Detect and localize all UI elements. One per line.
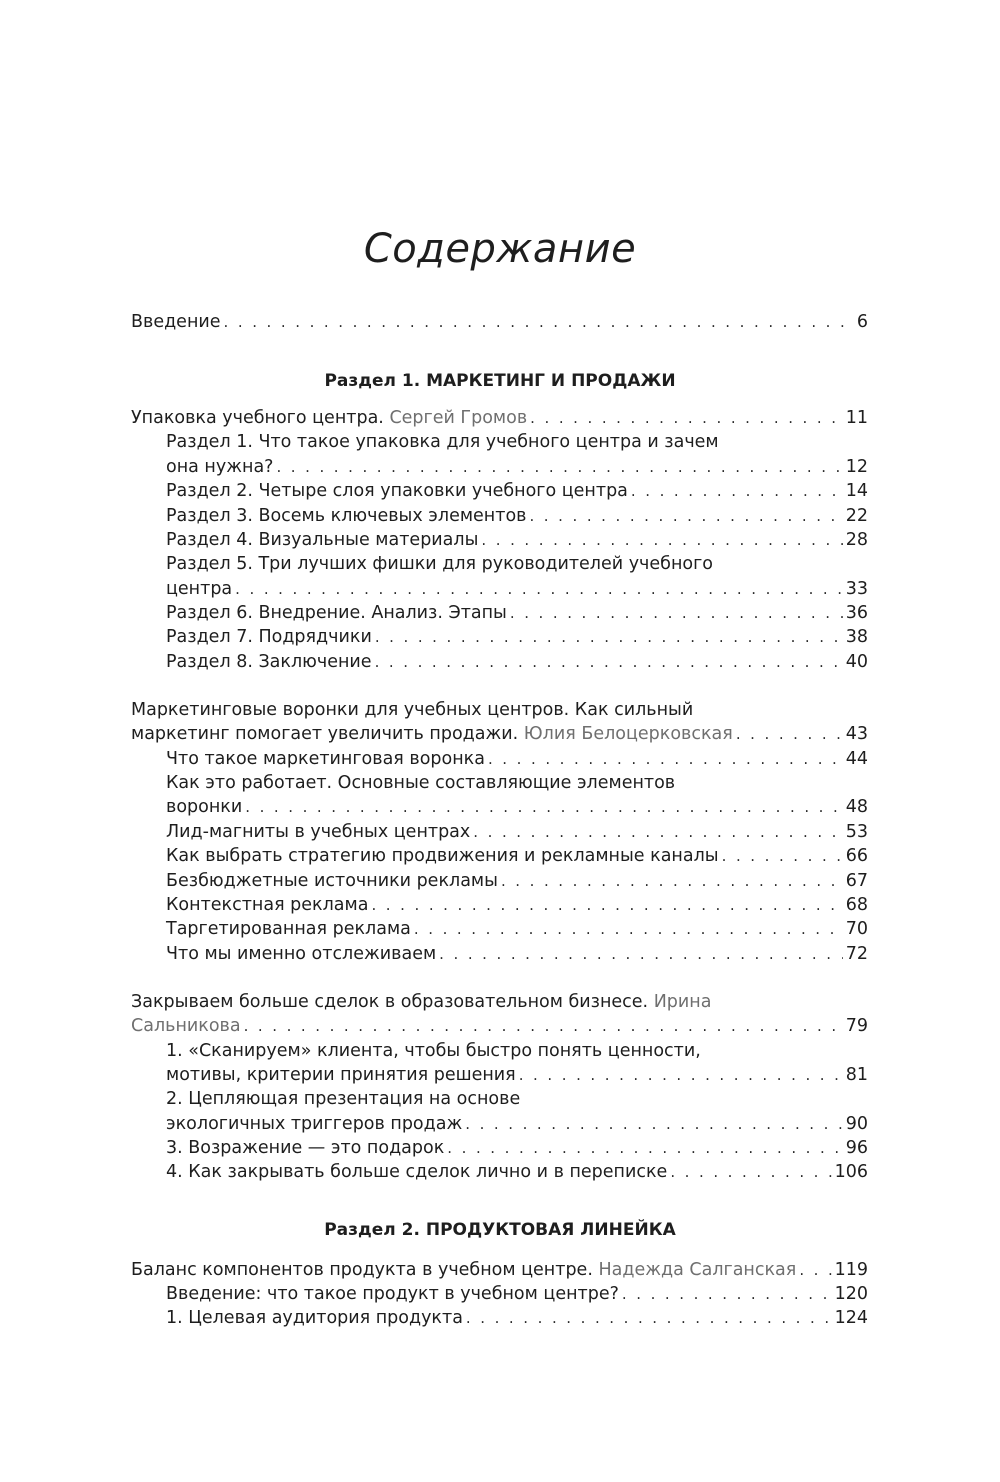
leader-dots <box>501 869 843 893</box>
toc-page-number: 67 <box>845 871 868 891</box>
toc-page-number: 90 <box>845 1114 868 1134</box>
toc-page-number: 81 <box>845 1065 868 1085</box>
toc-entry-text: Закрываем больше сделок в образовательном бизнесе. <box>131 992 649 1012</box>
section-heading-2: Раздел 2. ПРОДУКТОВАЯ ЛИНЕЙКА <box>324 1220 676 1240</box>
toc-entry-text: Раздел 1. Что такое упаковка для учебного центра и зачем <box>166 432 719 452</box>
toc-entry-text: 3. Возражение — это подарок <box>166 1138 445 1158</box>
toc-subentry[interactable] <box>166 601 868 625</box>
toc-page-number: 38 <box>845 627 868 647</box>
toc-entry-text: Как это работает. Основные составляющие элементов <box>166 773 676 793</box>
toc-subentry[interactable] <box>166 430 868 454</box>
toc-subentry[interactable] <box>166 820 868 844</box>
leader-dots <box>722 844 843 868</box>
toc-entry-text: Раздел 8. Заключение <box>166 652 372 672</box>
toc-subentry[interactable] <box>166 1136 868 1160</box>
toc-page-number: 11 <box>845 408 868 428</box>
toc-page-number: 70 <box>845 919 868 939</box>
toc-subentry[interactable] <box>166 455 868 479</box>
toc-entry-text: она нужна? <box>166 457 274 477</box>
toc-entry-author: Сергей Громов <box>389 408 528 428</box>
leader-dots <box>276 455 842 479</box>
toc-subentry[interactable] <box>166 893 868 917</box>
toc-subentry[interactable] <box>166 479 868 503</box>
toc-entry-text: Упаковка учебного центра. <box>131 408 384 428</box>
toc-subentry[interactable] <box>166 942 868 966</box>
toc-entry-text: Введение <box>131 312 221 332</box>
toc-entry-author: Сальникова <box>131 1016 241 1036</box>
toc-subentry[interactable] <box>166 504 868 528</box>
toc-page-number: 48 <box>845 797 868 817</box>
toc-entry[interactable] <box>131 990 868 1014</box>
toc-page-number: 44 <box>845 749 868 769</box>
toc-entry-text: Раздел 4. Визуальные материалы <box>166 530 479 550</box>
toc-entry-text: воронки <box>166 797 243 817</box>
toc-entry-text: Раздел 3. Восемь ключевых элементов <box>166 506 527 526</box>
leader-dots <box>447 1136 842 1160</box>
toc-subentry[interactable] <box>166 1087 868 1111</box>
leader-dots <box>371 893 842 917</box>
toc-entry-text: Как выбрать стратегию продвижения и рекламные каналы <box>166 846 719 866</box>
section-heading-1: Раздел 1. МАРКЕТИНГ И ПРОДАЖИ <box>324 371 676 391</box>
toc-page-number: 66 <box>845 846 868 866</box>
leader-dots <box>224 310 854 334</box>
toc-page-number: 28 <box>845 530 868 550</box>
toc-entry-text: мотивы, критерии принятия решения <box>166 1065 516 1085</box>
toc-entry-text: Баланс компонентов продукта в учебном центре. <box>131 1260 593 1280</box>
toc-entry[interactable] <box>131 698 868 722</box>
toc-entry-author: Надежда Салганская <box>598 1260 797 1280</box>
leader-dots <box>375 650 843 674</box>
toc-subentry[interactable] <box>166 771 868 795</box>
toc-page-number: 33 <box>845 579 868 599</box>
toc-entry-text: экологичных триггеров продаж <box>166 1114 463 1134</box>
toc-subentry[interactable] <box>166 795 868 819</box>
leader-dots <box>439 942 843 966</box>
toc-entry[interactable] <box>131 1014 868 1038</box>
toc-page-number: 119 <box>834 1260 868 1280</box>
toc-entry-text: центра <box>166 579 233 599</box>
leader-dots <box>473 820 842 844</box>
toc-subentry[interactable] <box>166 1039 868 1063</box>
leader-dots <box>510 601 843 625</box>
leader-dots <box>414 917 843 941</box>
leader-dots <box>481 528 842 552</box>
leader-dots <box>375 625 843 649</box>
leader-dots <box>799 1258 831 1282</box>
toc-subentry[interactable] <box>166 528 868 552</box>
toc-entry-intro[interactable] <box>131 310 868 334</box>
leader-dots <box>519 1063 843 1087</box>
toc-subentry[interactable] <box>166 1160 868 1184</box>
toc-page-number: 43 <box>845 724 868 744</box>
toc-page-number: 124 <box>834 1308 868 1328</box>
leader-dots <box>670 1160 831 1184</box>
leader-dots <box>465 1112 842 1136</box>
toc-subentry[interactable] <box>166 844 868 868</box>
toc-subentry[interactable] <box>166 552 868 576</box>
toc-entry[interactable] <box>131 406 868 430</box>
toc-entry-text: Таргетированная реклама <box>166 919 411 939</box>
toc-entry-text: Раздел 5. Три лучших фишки для руководителей учебного <box>166 554 713 574</box>
leader-dots <box>488 747 843 771</box>
toc-entry-author: Юлия Белоцерковская <box>523 724 733 744</box>
toc-subentry[interactable] <box>166 1282 868 1306</box>
toc-entry-text: Что такое маркетинговая воронка <box>166 749 485 769</box>
toc-entry-text: 4. Как закрывать больше сделок лично и в переписке <box>166 1162 668 1182</box>
toc-page-number: 36 <box>845 603 868 623</box>
toc-subentry[interactable] <box>166 625 868 649</box>
leader-dots <box>245 795 842 819</box>
toc-subentry[interactable] <box>166 577 868 601</box>
toc-entry-text: Раздел 2. Четыре слоя упаковки учебного центра <box>166 481 628 501</box>
toc-page-number: 106 <box>834 1162 868 1182</box>
toc-entry[interactable] <box>131 722 868 746</box>
leader-dots <box>235 577 843 601</box>
toc-entry-text: Контекстная реклама <box>166 895 369 915</box>
leader-dots <box>736 722 843 746</box>
toc-entry-text: Что мы именно отслеживаем <box>166 944 437 964</box>
leader-dots <box>529 504 842 528</box>
leader-dots <box>466 1306 832 1330</box>
toc-entry-text: 2. Цепляющая презентация на основе <box>166 1089 521 1109</box>
toc-entry-author: Ирина <box>653 992 712 1012</box>
toc-entry-text: Маркетинговые воронки для учебных центров. Как сильный <box>131 700 694 720</box>
toc-page-number: 22 <box>845 506 868 526</box>
toc-entry-text: Введение: что такое продукт в учебном центре? <box>166 1284 619 1304</box>
toc-entry-text: маркетинг помогает увеличить продажи. <box>131 724 519 744</box>
toc-page-number: 68 <box>845 895 868 915</box>
toc-page-number: 53 <box>845 822 868 842</box>
toc-page-number: 96 <box>845 1138 868 1158</box>
toc-entry-text: 1. «Сканируем» клиента, чтобы быстро понять ценности, <box>166 1041 701 1061</box>
toc-page-number: 120 <box>834 1284 868 1304</box>
leader-dots <box>622 1282 832 1306</box>
toc-subentry[interactable] <box>166 1112 868 1136</box>
toc-subentry[interactable] <box>166 1306 868 1330</box>
toc-page-number: 12 <box>845 457 868 477</box>
leader-dots <box>530 406 843 430</box>
leader-dots <box>244 1014 843 1038</box>
toc-entry-text: Лид-магниты в учебных центрах <box>166 822 471 842</box>
toc-entry-text: Раздел 6. Внедрение. Анализ. Этапы <box>166 603 507 623</box>
toc-page-number: 72 <box>845 944 868 964</box>
toc-entry-text: Раздел 7. Подрядчики <box>166 627 372 647</box>
page-title: Содержание <box>363 226 637 272</box>
toc-page-number: 40 <box>845 652 868 672</box>
toc-subentry[interactable] <box>166 1063 868 1087</box>
leader-dots <box>631 479 843 503</box>
toc-entry-text: Безбюджетные источники рекламы <box>166 871 498 891</box>
toc-subentry[interactable] <box>166 747 868 771</box>
toc-subentry[interactable] <box>166 650 868 674</box>
toc-entry[interactable] <box>131 1258 868 1282</box>
toc-subentry[interactable] <box>166 917 868 941</box>
toc-subentry[interactable] <box>166 869 868 893</box>
toc-page-number: 14 <box>845 481 868 501</box>
toc-page-number: 6 <box>856 312 868 332</box>
toc-entry-text: 1. Целевая аудитория продукта <box>166 1308 463 1328</box>
toc-page-number: 79 <box>845 1016 868 1036</box>
